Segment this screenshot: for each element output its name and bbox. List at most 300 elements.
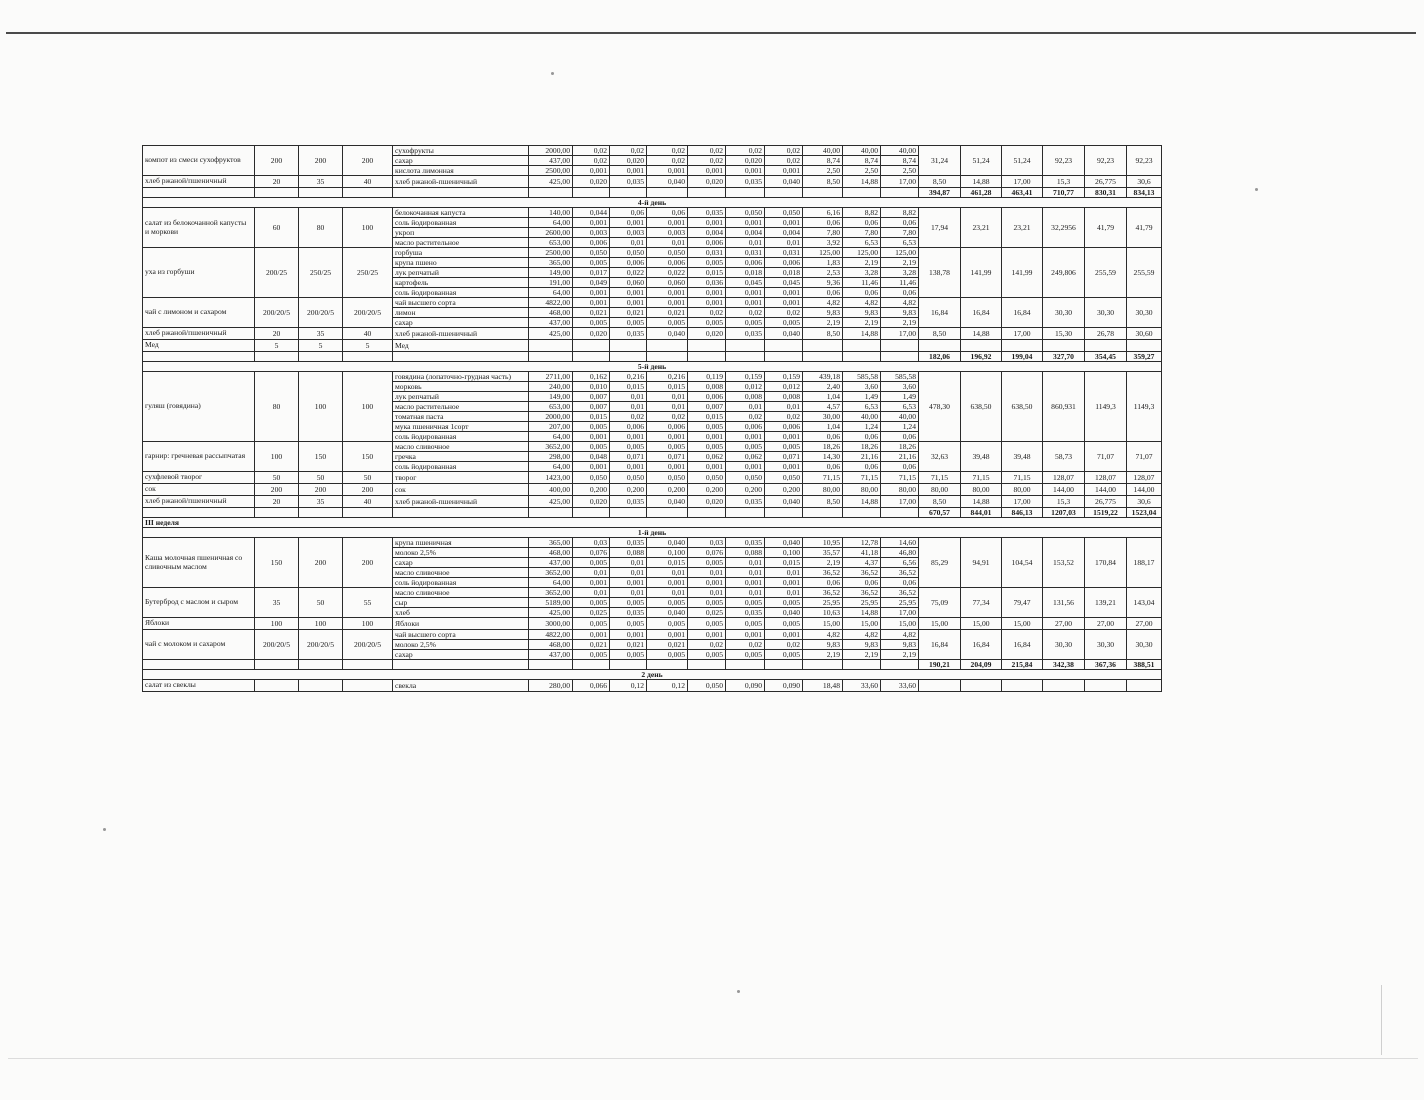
day-total-cell: 1523,04 xyxy=(1127,508,1162,518)
portion-cell: 200 xyxy=(299,538,343,588)
value-cell: 0,035 xyxy=(726,538,765,548)
empty-cell xyxy=(143,352,255,362)
value-cell: 36,52 xyxy=(803,568,843,578)
value-cell: 0,001 xyxy=(688,578,726,588)
dish-name: чай с молоком и сахаром xyxy=(143,630,255,660)
dish-name: гарнир: гречневая рассыпчатая xyxy=(143,442,255,472)
value-cell: 0,216 xyxy=(610,372,647,382)
portion-cell: 40 xyxy=(343,176,393,188)
dish-cost-cell: 138,78 xyxy=(919,248,961,298)
day-total-cell: 670,57 xyxy=(919,508,961,518)
value-cell: 80,00 xyxy=(803,484,843,496)
value-cell: 0,088 xyxy=(610,548,647,558)
value-cell: 18,26 xyxy=(803,442,843,452)
value-cell: 0,076 xyxy=(688,548,726,558)
empty-cell xyxy=(843,508,881,518)
value-cell: 0,001 xyxy=(610,630,647,640)
value-cell: 468,00 xyxy=(529,548,573,558)
value-cell: 25,95 xyxy=(803,598,843,608)
value-cell: 437,00 xyxy=(529,558,573,568)
dish-cost-cell: 15,3 xyxy=(1043,496,1085,508)
dish-cost-cell: 85,29 xyxy=(919,538,961,588)
value-cell: 0,005 xyxy=(688,650,726,660)
empty-cell xyxy=(803,660,843,670)
portion-cell: 200 xyxy=(299,484,343,496)
value-cell: 2,19 xyxy=(881,258,919,268)
value-cell: 0,006 xyxy=(765,422,803,432)
value-cell: 2000,00 xyxy=(529,412,573,422)
value-cell: 0,01 xyxy=(765,238,803,248)
dish-name: гуляш (говядина) xyxy=(143,372,255,442)
dish-name: хлеб ржаной/пшеничный xyxy=(143,496,255,508)
value-cell: 0,06 xyxy=(803,462,843,472)
value-cell: 0,001 xyxy=(726,298,765,308)
week-header-row xyxy=(143,518,1162,528)
day-total-cell: 394,87 xyxy=(919,188,961,198)
empty-cell xyxy=(343,352,393,362)
value-cell: 1,04 xyxy=(803,392,843,402)
dish-cost-cell: 51,24 xyxy=(961,146,1002,176)
value-cell: 0,008 xyxy=(726,392,765,402)
value-cell: 40,00 xyxy=(881,146,919,156)
dish-cost-cell: 638,50 xyxy=(961,372,1002,442)
value-cell xyxy=(647,340,688,352)
scan-speck xyxy=(1255,188,1258,191)
empty-cell xyxy=(843,660,881,670)
value-cell: 298,00 xyxy=(529,452,573,462)
value-cell: 0,005 xyxy=(573,318,610,328)
empty-cell xyxy=(299,188,343,198)
value-cell: 0,050 xyxy=(765,208,803,218)
dish-name: салат из свеклы xyxy=(143,680,255,692)
portion-cell: 250/25 xyxy=(343,248,393,298)
value-cell: 2,40 xyxy=(803,382,843,392)
portion-cell: 200 xyxy=(299,146,343,176)
value-cell: 0,071 xyxy=(765,452,803,462)
value-cell: 3,60 xyxy=(881,382,919,392)
dish-name: хлеб ржаной/пшеничный xyxy=(143,328,255,340)
dish-cost-cell: 15,00 xyxy=(1002,618,1043,630)
portion-cell: 200/20/5 xyxy=(343,630,393,660)
empty-cell xyxy=(610,352,647,362)
empty-cell xyxy=(529,508,573,518)
ingredient-row xyxy=(143,208,1162,218)
ingredient-name: хлеб ржаной-пшеничный xyxy=(393,328,529,340)
scan-speck xyxy=(551,72,554,75)
dish-cost-cell: 255,59 xyxy=(1127,248,1162,298)
value-cell: 17,00 xyxy=(881,496,919,508)
value-cell: 0,001 xyxy=(573,166,610,176)
value-cell: 0,005 xyxy=(688,318,726,328)
value-cell: 9,83 xyxy=(881,640,919,650)
value-cell: 7,80 xyxy=(803,228,843,238)
value-cell: 0,076 xyxy=(573,548,610,558)
value-cell: 0,062 xyxy=(726,452,765,462)
value-cell: 64,00 xyxy=(529,218,573,228)
value-cell: 9,36 xyxy=(803,278,843,288)
value-cell: 0,06 xyxy=(843,288,881,298)
value-cell: 0,005 xyxy=(573,422,610,432)
value-cell: 0,090 xyxy=(765,680,803,692)
value-cell: 0,001 xyxy=(726,218,765,228)
empty-cell xyxy=(647,508,688,518)
value-cell: 125,00 xyxy=(803,248,843,258)
value-cell: 0,005 xyxy=(726,650,765,660)
portion-cell: 200 xyxy=(343,538,393,588)
value-cell: 2,19 xyxy=(843,258,881,268)
value-cell: 0,020 xyxy=(688,328,726,340)
value-cell: 0,001 xyxy=(573,462,610,472)
portion-cell: 55 xyxy=(343,588,393,618)
value-cell: 0,040 xyxy=(647,328,688,340)
value-cell: 125,00 xyxy=(881,248,919,258)
value-cell: 0,020 xyxy=(573,176,610,188)
portion-cell: 40 xyxy=(343,328,393,340)
value-cell: 0,015 xyxy=(573,412,610,422)
value-cell: 0,02 xyxy=(610,412,647,422)
dish-cost-cell: 144,00 xyxy=(1043,484,1085,496)
value-cell: 0,035 xyxy=(688,208,726,218)
portion-cell: 80 xyxy=(299,208,343,248)
ingredient-row xyxy=(143,630,1162,640)
value-cell: 0,012 xyxy=(726,382,765,392)
value-cell: 71,15 xyxy=(843,472,881,484)
ingredient-name: томатная паста xyxy=(393,412,529,422)
value-cell: 0,06 xyxy=(803,218,843,228)
value-cell: 0,001 xyxy=(647,578,688,588)
ingredient-name: сухофрукты xyxy=(393,146,529,156)
value-cell: 1,83 xyxy=(803,258,843,268)
dish-name: Бутерброд с маслом и сыром xyxy=(143,588,255,618)
dish-cost-cell: 41,79 xyxy=(1085,208,1127,248)
dish-cost-cell: 860,931 xyxy=(1043,372,1085,442)
value-cell: 0,018 xyxy=(765,268,803,278)
empty-cell xyxy=(881,660,919,670)
value-cell: 0,020 xyxy=(726,156,765,166)
value-cell: 0,001 xyxy=(765,298,803,308)
ingredient-name: лук репчатый xyxy=(393,392,529,402)
empty-cell xyxy=(343,508,393,518)
value-cell: 12,78 xyxy=(843,538,881,548)
dish-cost-cell: 14,88 xyxy=(961,328,1002,340)
dish-cost-cell: 131,56 xyxy=(1043,588,1085,618)
day-total-row xyxy=(143,508,1162,518)
dish-name: чай с лимоном и сахаром xyxy=(143,298,255,328)
portion-cell: 5 xyxy=(299,340,343,352)
value-cell: 0,050 xyxy=(647,248,688,258)
value-cell: 4,82 xyxy=(881,630,919,640)
value-cell: 0,006 xyxy=(765,258,803,268)
day-total-cell: 1207,03 xyxy=(1043,508,1085,518)
portion-cell: 60 xyxy=(255,208,299,248)
dish-name: Мед xyxy=(143,340,255,352)
day-total-row xyxy=(143,188,1162,198)
value-cell: 0,01 xyxy=(647,392,688,402)
portion-cell: 200/20/5 xyxy=(255,630,299,660)
value-cell: 1,24 xyxy=(881,422,919,432)
ingredient-row xyxy=(143,328,1162,340)
portion-cell: 200/20/5 xyxy=(255,298,299,328)
value-cell: 25,95 xyxy=(843,598,881,608)
empty-cell xyxy=(573,352,610,362)
ingredient-name: укроп xyxy=(393,228,529,238)
dish-cost-cell: 17,94 xyxy=(919,208,961,248)
value-cell: 425,00 xyxy=(529,608,573,618)
portion-cell: 150 xyxy=(299,442,343,472)
ingredient-name: масло растительное xyxy=(393,238,529,248)
value-cell: 125,00 xyxy=(843,248,881,258)
empty-cell xyxy=(393,508,529,518)
value-cell: 0,050 xyxy=(610,472,647,484)
day-header-row xyxy=(143,362,1162,372)
portion-cell: 100 xyxy=(343,372,393,442)
value-cell: 40,00 xyxy=(881,412,919,422)
value-cell: 0,001 xyxy=(688,288,726,298)
empty-cell xyxy=(529,660,573,670)
value-cell: 425,00 xyxy=(529,328,573,340)
value-cell: 0,12 xyxy=(647,680,688,692)
value-cell: 2,19 xyxy=(803,558,843,568)
ingredient-row xyxy=(143,442,1162,452)
value-cell: 0,12 xyxy=(610,680,647,692)
dish-cost-cell: 51,24 xyxy=(1002,146,1043,176)
day-total-cell: 182,06 xyxy=(919,352,961,362)
ingredient-name: масло сливочное xyxy=(393,588,529,598)
value-cell: 0,021 xyxy=(647,308,688,318)
dish-cost-cell: 27,00 xyxy=(1127,618,1162,630)
portion-cell: 200/20/5 xyxy=(299,298,343,328)
dish-cost-cell xyxy=(919,340,961,352)
value-cell: 0,02 xyxy=(573,156,610,166)
portion-cell: 50 xyxy=(343,472,393,484)
ingredient-name: лук репчатый xyxy=(393,268,529,278)
value-cell: 0,004 xyxy=(726,228,765,238)
value-cell: 0,001 xyxy=(688,218,726,228)
empty-cell xyxy=(299,352,343,362)
portion-cell: 150 xyxy=(255,538,299,588)
value-cell xyxy=(843,340,881,352)
value-cell: 0,006 xyxy=(726,422,765,432)
value-cell: 0,001 xyxy=(610,288,647,298)
dish-cost-cell: 188,17 xyxy=(1127,538,1162,588)
day-total-cell: 199,04 xyxy=(1002,352,1043,362)
portion-cell: 100 xyxy=(255,442,299,472)
dish-cost-cell: 16,84 xyxy=(919,630,961,660)
ingredient-name: соль йодированная xyxy=(393,578,529,588)
value-cell: 0,015 xyxy=(688,412,726,422)
value-cell: 40,00 xyxy=(803,146,843,156)
empty-cell xyxy=(765,188,803,198)
empty-cell xyxy=(726,352,765,362)
scan-edge-top xyxy=(6,32,1416,34)
empty-cell xyxy=(765,352,803,362)
dish-cost-cell: 92,23 xyxy=(1127,146,1162,176)
value-cell: 9,83 xyxy=(843,640,881,650)
dish-cost-cell: 27,00 xyxy=(1043,618,1085,630)
value-cell: 0,01 xyxy=(647,238,688,248)
ingredient-name: творог xyxy=(393,472,529,484)
value-cell xyxy=(573,340,610,352)
value-cell: 8,74 xyxy=(881,156,919,166)
ingredient-name: сок xyxy=(393,484,529,496)
value-cell: 0,005 xyxy=(726,318,765,328)
value-cell: 0,035 xyxy=(726,328,765,340)
value-cell xyxy=(726,340,765,352)
day-total-cell: 461,28 xyxy=(961,188,1002,198)
dish-cost-cell: 71,15 xyxy=(919,472,961,484)
value-cell: 0,090 xyxy=(726,680,765,692)
dish-cost-cell: 23,21 xyxy=(1002,208,1043,248)
dish-cost-cell: 8,50 xyxy=(919,496,961,508)
day-total-cell: 710,77 xyxy=(1043,188,1085,198)
value-cell: 0,005 xyxy=(647,650,688,660)
dish-cost-cell xyxy=(1085,340,1127,352)
value-cell: 0,006 xyxy=(726,258,765,268)
dish-cost-cell: 30,6 xyxy=(1127,176,1162,188)
portion-cell: 35 xyxy=(299,328,343,340)
value-cell: 0,02 xyxy=(726,146,765,156)
day-total-cell: 367,36 xyxy=(1085,660,1127,670)
dish-name: Яблоки xyxy=(143,618,255,630)
ingredient-name: соль йодированная xyxy=(393,432,529,442)
value-cell: 21,16 xyxy=(843,452,881,462)
value-cell: 0,01 xyxy=(610,588,647,598)
value-cell: 0,001 xyxy=(610,578,647,588)
day-total-cell: 196,92 xyxy=(961,352,1002,362)
dish-name: салат из белокочанной капусты и моркови xyxy=(143,208,255,248)
value-cell xyxy=(765,340,803,352)
value-cell: 0,021 xyxy=(610,308,647,318)
day-total-cell: 204,09 xyxy=(961,660,1002,670)
value-cell: 36,52 xyxy=(843,568,881,578)
value-cell: 0,020 xyxy=(688,496,726,508)
value-cell: 4,82 xyxy=(843,630,881,640)
dish-cost-cell: 30,30 xyxy=(1043,630,1085,660)
value-cell: 0,02 xyxy=(688,308,726,318)
value-cell: 0,040 xyxy=(765,496,803,508)
value-cell: 0,005 xyxy=(573,650,610,660)
day-label: 1-й день xyxy=(143,528,1162,538)
day-total-cell: 190,21 xyxy=(919,660,961,670)
value-cell: 25,95 xyxy=(881,598,919,608)
value-cell xyxy=(688,340,726,352)
day-total-row xyxy=(143,660,1162,670)
dish-cost-cell: 80,00 xyxy=(1002,484,1043,496)
value-cell: 0,050 xyxy=(573,472,610,484)
value-cell: 0,02 xyxy=(765,146,803,156)
value-cell: 0,02 xyxy=(765,308,803,318)
ingredient-name: мука пшеничная 1сорт xyxy=(393,422,529,432)
empty-cell xyxy=(529,188,573,198)
dish-cost-cell xyxy=(1127,340,1162,352)
value-cell: 0,100 xyxy=(647,548,688,558)
value-cell: 0,003 xyxy=(573,228,610,238)
value-cell: 0,06 xyxy=(647,208,688,218)
value-cell: 0,035 xyxy=(726,496,765,508)
value-cell: 0,06 xyxy=(843,462,881,472)
dish-cost-cell: 23,21 xyxy=(961,208,1002,248)
value-cell: 18,26 xyxy=(843,442,881,452)
value-cell: 2,19 xyxy=(803,318,843,328)
value-cell: 0,004 xyxy=(688,228,726,238)
value-cell: 0,06 xyxy=(803,578,843,588)
value-cell: 468,00 xyxy=(529,640,573,650)
empty-cell xyxy=(881,352,919,362)
day-total-row xyxy=(143,352,1162,362)
dish-cost-cell: 8,50 xyxy=(919,176,961,188)
day-total-cell: 463,41 xyxy=(1002,188,1043,198)
value-cell: 0,001 xyxy=(647,432,688,442)
dish-cost-cell: 1149,3 xyxy=(1085,372,1127,442)
day-header-row xyxy=(143,198,1162,208)
value-cell: 0,06 xyxy=(881,578,919,588)
value-cell: 0,015 xyxy=(647,382,688,392)
value-cell: 9,83 xyxy=(803,308,843,318)
empty-cell xyxy=(881,508,919,518)
empty-cell xyxy=(688,508,726,518)
value-cell: 0,001 xyxy=(726,432,765,442)
dish-cost-cell xyxy=(961,680,1002,692)
value-cell xyxy=(803,340,843,352)
portion-cell: 200/20/5 xyxy=(299,630,343,660)
empty-cell xyxy=(143,660,255,670)
value-cell: 18,48 xyxy=(803,680,843,692)
value-cell: 6,53 xyxy=(881,238,919,248)
dish-cost-cell: 26,775 xyxy=(1085,176,1127,188)
portion-cell: 100 xyxy=(299,618,343,630)
empty-cell xyxy=(803,508,843,518)
value-cell: 6,53 xyxy=(843,238,881,248)
empty-cell xyxy=(726,508,765,518)
dish-cost-cell: 39,48 xyxy=(961,442,1002,472)
value-cell: 191,00 xyxy=(529,278,573,288)
value-cell: 0,005 xyxy=(765,650,803,660)
dish-cost-cell: 16,84 xyxy=(1002,298,1043,328)
portion-cell: 100 xyxy=(343,618,393,630)
value-cell: 365,00 xyxy=(529,538,573,548)
dish-cost-cell: 31,24 xyxy=(919,146,961,176)
value-cell: 4,37 xyxy=(843,558,881,568)
day-total-cell: 359,27 xyxy=(1127,352,1162,362)
value-cell: 18,26 xyxy=(881,442,919,452)
value-cell: 3,92 xyxy=(803,238,843,248)
portion-cell: 200 xyxy=(343,146,393,176)
dish-cost-cell: 71,15 xyxy=(1002,472,1043,484)
value-cell: 653,00 xyxy=(529,238,573,248)
value-cell: 0,031 xyxy=(726,248,765,258)
value-cell: 0,06 xyxy=(881,218,919,228)
ingredient-row xyxy=(143,298,1162,308)
dish-cost-cell: 17,00 xyxy=(1002,496,1043,508)
dish-cost-cell: 139,21 xyxy=(1085,588,1127,618)
value-cell: 0,001 xyxy=(726,630,765,640)
value-cell: 0,006 xyxy=(647,422,688,432)
value-cell: 0,06 xyxy=(843,578,881,588)
ingredient-name: сахар xyxy=(393,318,529,328)
ingredient-name: Мед xyxy=(393,340,529,352)
value-cell: 0,050 xyxy=(610,248,647,258)
value-cell: 0,001 xyxy=(647,166,688,176)
value-cell: 0,001 xyxy=(726,578,765,588)
value-cell: 0,005 xyxy=(610,442,647,452)
portion-cell: 80 xyxy=(255,372,299,442)
value-cell: 0,005 xyxy=(610,318,647,328)
value-cell: 437,00 xyxy=(529,650,573,660)
dish-cost-cell: 30,30 xyxy=(1127,630,1162,660)
value-cell: 0,005 xyxy=(688,258,726,268)
dish-cost-cell: 71,15 xyxy=(961,472,1002,484)
value-cell: 0,005 xyxy=(573,558,610,568)
